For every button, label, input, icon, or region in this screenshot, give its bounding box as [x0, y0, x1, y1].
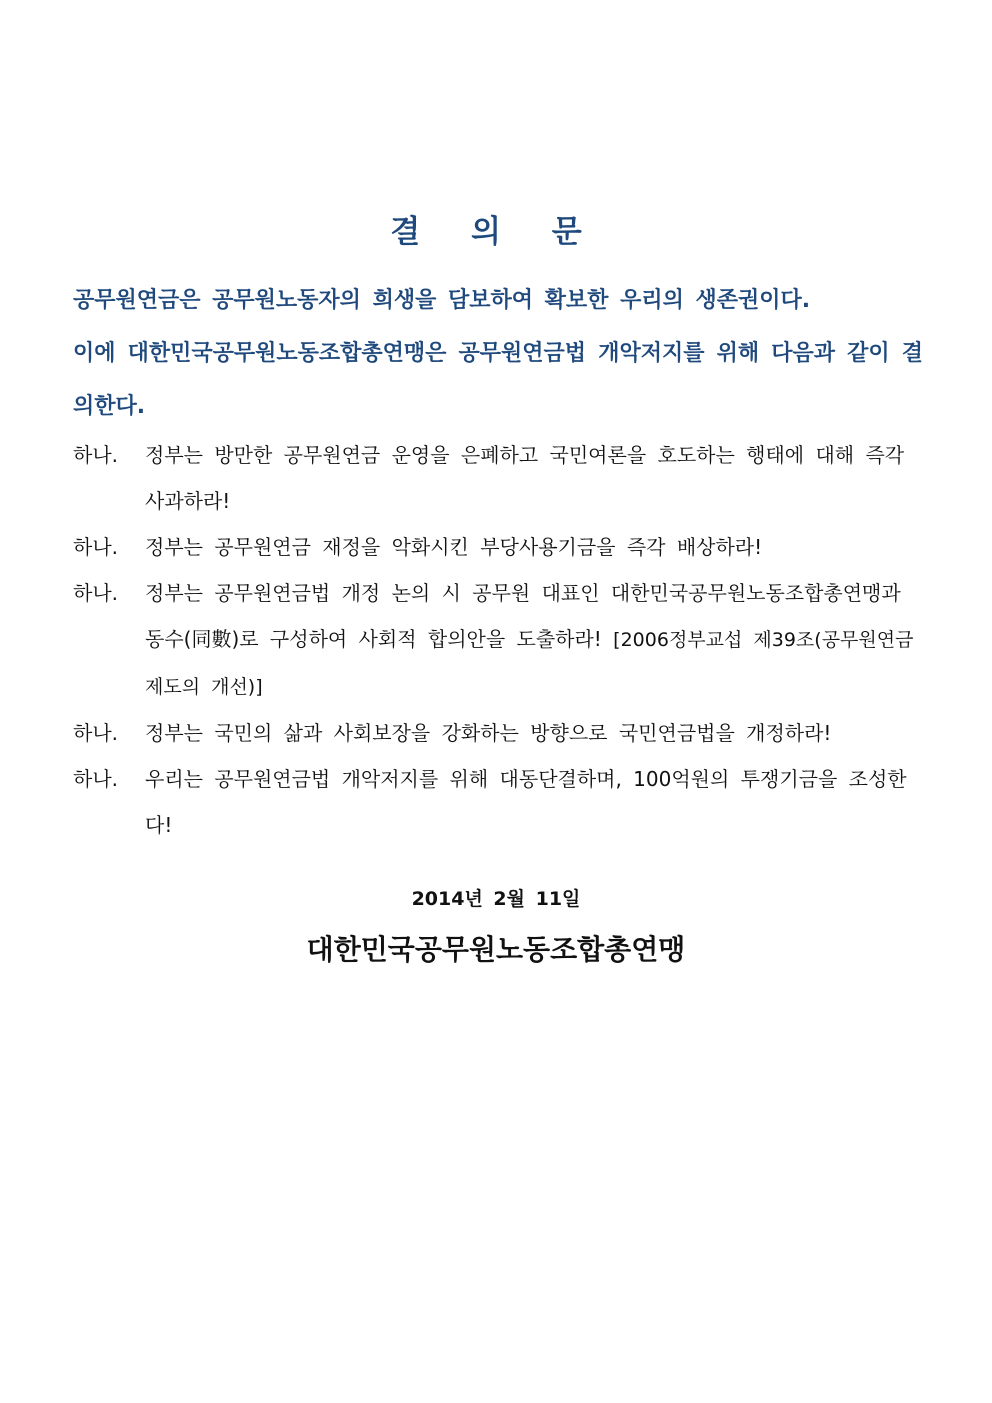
item-text: 정부는 공무원연금 재정을 악화시킨 부당사용기금을 즉각 배상하라!	[145, 535, 763, 559]
item-text-with-ref	[145, 570, 923, 710]
resolution-item	[73, 524, 923, 570]
item-prefix: 하나.	[73, 443, 118, 467]
organization-name: 대한민국공무원노동조합총연맹	[306, 933, 686, 966]
intro-paragraphs	[73, 274, 923, 433]
resolution-list	[73, 432, 923, 848]
item-text: 정부는 국민의 삶과 사회보장을 강화하는 방향으로 국민연금법을 개정하라!	[145, 721, 832, 745]
intro-line: 공무원연금은 공무원노동자의 희생을 담보하여 확보한 우리의 생존권이다.	[73, 288, 811, 313]
resolution-item	[73, 570, 923, 710]
resolution-item	[73, 710, 923, 756]
item-text: 우리는 공무원연금법 개악저지를 위해 대동단결하며, 100억원의 투쟁기금을 조성한다!	[145, 767, 907, 837]
item-prefix: 하나.	[73, 535, 118, 559]
item-prefix: 하나.	[73, 721, 118, 745]
item-text: 정부는 공무원연금법 개정 논의 시 공무원 대표인 대한민국공무원노동조합총연맹과 동수(同數)로 구성하여 사회적 합의안을 도출하라!	[145, 581, 901, 651]
item-reference: [2006정부교섭 제39조(공무원연금제도의 개선)]	[145, 629, 914, 698]
item-prefix: 하나.	[73, 581, 118, 605]
document-title: 결 의 문	[390, 214, 602, 250]
resolution-item	[73, 432, 923, 524]
resolution-item	[73, 756, 923, 848]
document-date: 2014년 2월 11일	[411, 888, 581, 910]
item-prefix: 하나.	[73, 767, 118, 791]
intro-line: 이에 대한민국공무원노동조합총연맹은 공무원연금법 개악저지를 위해 다음과 같이 결의한다.	[73, 341, 923, 419]
item-text: 정부는 방만한 공무원연금 운영을 은폐하고 국민여론을 호도하는 행태에 대해 즉각 사과하라!	[145, 443, 905, 513]
